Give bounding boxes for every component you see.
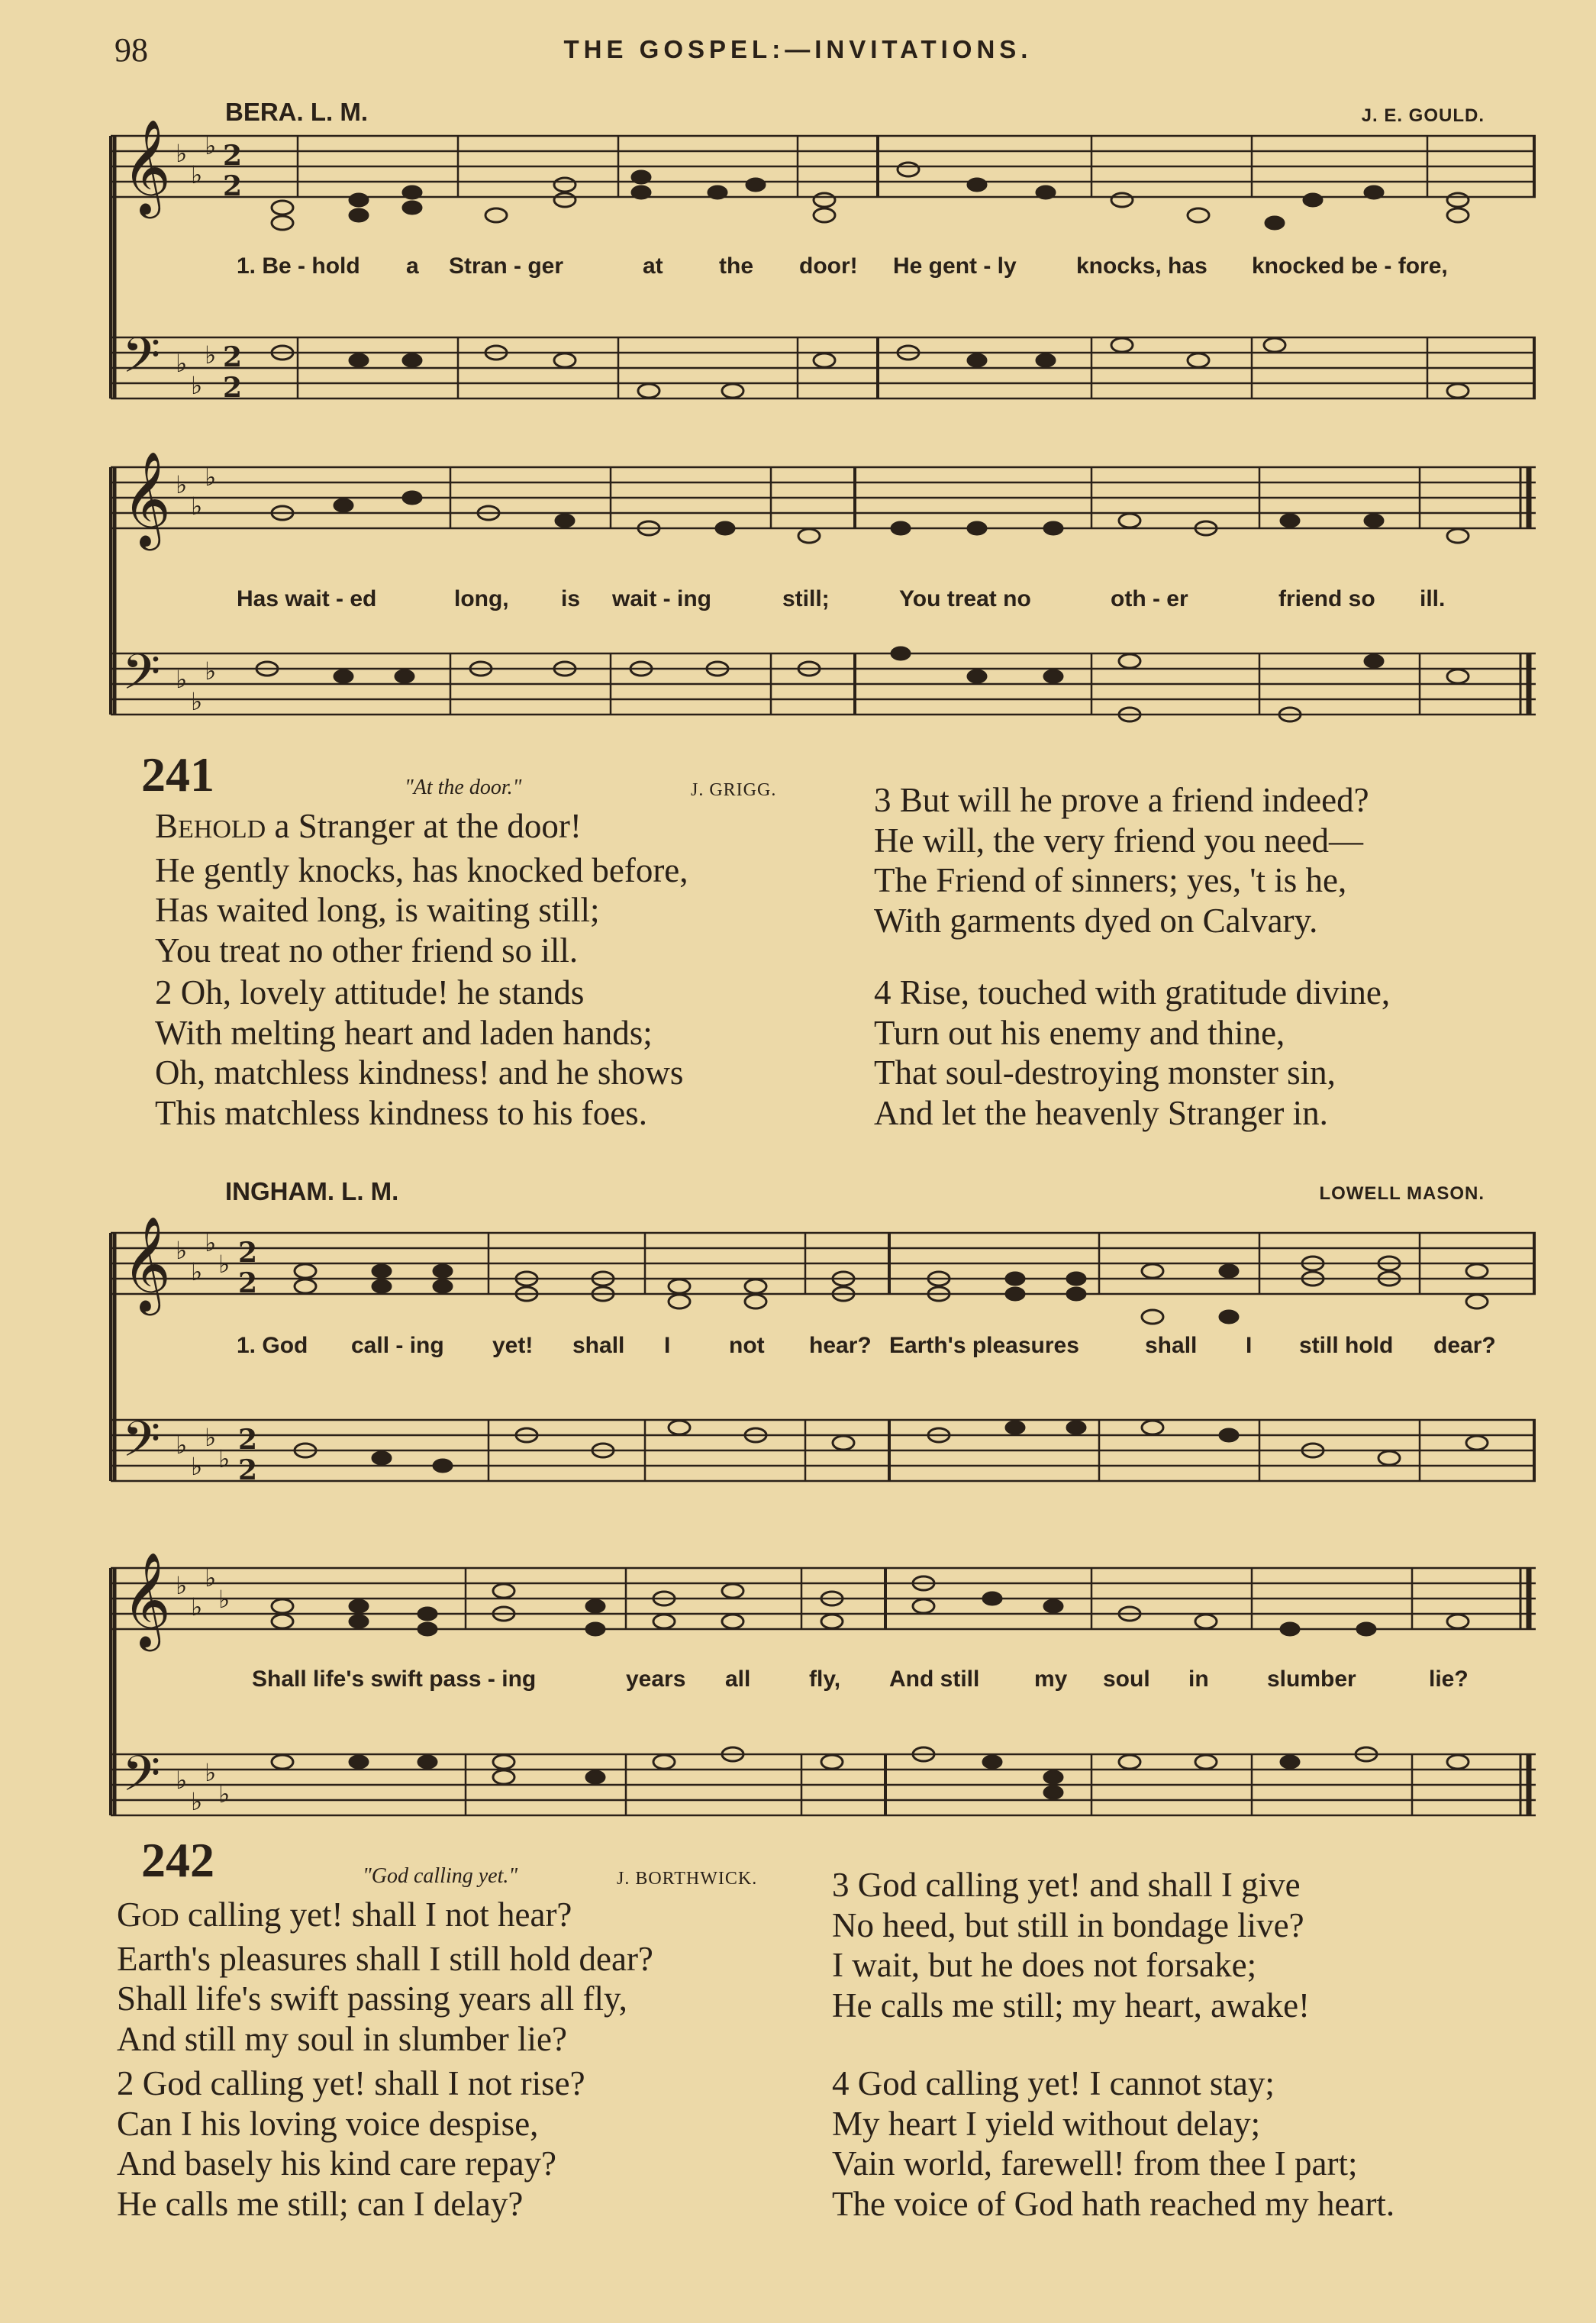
svg-text:♭: ♭ <box>191 1787 203 1816</box>
lyric-syllable: is <box>561 586 581 611</box>
lyric-syllable: long, <box>454 586 509 611</box>
hymn-242-stanza-4 <box>832 2063 1394 2224</box>
hymn-241-stanza-4 <box>874 973 1390 1133</box>
ingham-score <box>0 1199 1596 1847</box>
lyric-syllable: my <box>1034 1666 1068 1692</box>
svg-text:𝄢: 𝄢 <box>122 1412 161 1480</box>
lyric-syllable: still hold <box>1299 1333 1394 1358</box>
lyric-syllable: knocks, has <box>1076 253 1207 279</box>
hymn-author: J. GRIGG. <box>691 780 777 800</box>
bera-notes <box>256 163 1469 721</box>
svg-text:♭: ♭ <box>218 1585 231 1614</box>
verse-line: Oh, matchless kindness! and he shows <box>155 1053 684 1092</box>
svg-text:♭: ♭ <box>218 1779 231 1808</box>
lyric-syllable: wait - ing <box>612 586 711 611</box>
hymn-241-stanza-1 <box>155 806 688 970</box>
verse-line: Earth's pleasures shall I still hold dear? <box>117 1939 653 1978</box>
lyric-syllable: 1. Be - hold <box>237 253 360 279</box>
verse-line: I wait, but he does not forsake; <box>832 1946 1257 1984</box>
lyric-syllable: 1. God <box>237 1333 308 1358</box>
svg-text:♭: ♭ <box>205 1563 217 1592</box>
verse-line: My heart I yield without delay; <box>832 2104 1261 2143</box>
svg-text:♭: ♭ <box>176 1766 188 1795</box>
verse-line: Shall life's swift passing years all fly, <box>117 1979 627 2018</box>
lyric-syllable: dear? <box>1433 1333 1496 1358</box>
tune-composer: J. E. GOULD. <box>1361 105 1485 126</box>
svg-text:♭: ♭ <box>205 131 217 160</box>
lyric-syllable: And still <box>889 1666 980 1692</box>
lyric-syllable: shall <box>572 1333 625 1358</box>
hymn-241-stanza-3 <box>874 780 1369 940</box>
verse-line: The voice of God hath reached my heart. <box>832 2184 1395 2223</box>
lyric-syllable: I <box>1246 1333 1253 1358</box>
svg-text:𝄢: 𝄢 <box>122 327 161 396</box>
tune-name: BERA. L. M. <box>225 98 368 126</box>
svg-text:2: 2 <box>238 1237 258 1269</box>
lyric-syllable: call - ing <box>351 1333 444 1358</box>
svg-text:2: 2 <box>238 1454 258 1486</box>
page-number: 98 <box>114 31 148 69</box>
hymn-author: J. BORTHWICK. <box>617 1869 758 1889</box>
svg-text:♭: ♭ <box>191 687 203 716</box>
hymn-caption: "At the door." <box>405 776 522 799</box>
ingham-clefs <box>122 1216 257 1816</box>
verse-line: GOD calling yet! shall I not hear? <box>117 1896 572 1934</box>
bera-clefs <box>122 119 242 716</box>
verse-line: You treat no other friend so ill. <box>155 931 579 970</box>
svg-text:2: 2 <box>238 1267 258 1299</box>
svg-text:♭: ♭ <box>191 1592 203 1621</box>
svg-text:𝄞: 𝄞 <box>122 451 171 547</box>
svg-text:♭: ♭ <box>176 1431 188 1460</box>
verse-line: That soul-destroying monster sin, <box>874 1053 1336 1092</box>
verse-line: 4 God calling yet! I cannot stay; <box>832 2064 1275 2102</box>
lyric-syllable: Stran - ger <box>449 253 564 279</box>
lyric-syllable: soul <box>1103 1666 1150 1692</box>
svg-text:♭: ♭ <box>176 139 188 168</box>
lyric-syllable: lie? <box>1429 1666 1469 1692</box>
hymn-number: 241 <box>141 747 214 802</box>
verse-line: And still my soul in slumber lie? <box>117 2019 567 2058</box>
svg-text:♭: ♭ <box>218 1250 231 1279</box>
hymn-242-stanza-2 <box>117 2063 585 2224</box>
verse-line: He calls me still; can I delay? <box>117 2184 524 2223</box>
svg-text:♭: ♭ <box>191 492 203 521</box>
svg-text:♭: ♭ <box>205 340 217 369</box>
svg-text:2: 2 <box>238 1424 258 1456</box>
lyric-syllable: oth - er <box>1111 586 1188 611</box>
verse-line: He will, the very friend you need— <box>874 821 1364 860</box>
verse-line: And let the heavenly Stranger in. <box>874 1093 1328 1132</box>
tune-name: INGHAM. L. M. <box>225 1177 399 1205</box>
svg-text:♭: ♭ <box>205 1423 217 1452</box>
svg-text:♭: ♭ <box>205 1758 217 1787</box>
lyric-syllable: not <box>729 1333 765 1358</box>
svg-text:𝄞: 𝄞 <box>122 1216 171 1312</box>
lyric-syllable: ill. <box>1420 586 1446 611</box>
tune-composer: LOWELL MASON. <box>1319 1183 1485 1204</box>
lyric-syllable: knocked be - fore, <box>1252 253 1448 279</box>
verse-line: Turn out his enemy and thine, <box>874 1013 1285 1052</box>
lyric-syllable: Shall life's swift pass - ing <box>252 1666 537 1692</box>
verse-line: And basely his kind care repay? <box>117 2144 557 2183</box>
lyric-syllable: Has wait - ed <box>237 586 377 611</box>
svg-text:♭: ♭ <box>205 1228 217 1257</box>
hymn-241-stanza-2 <box>155 973 683 1133</box>
lyric-syllable: at <box>643 253 663 279</box>
verse-line: Vain world, farewell! from thee I part; <box>832 2144 1358 2183</box>
lyric-syllable: hear? <box>809 1333 872 1358</box>
verse-line: 2 God calling yet! shall I not rise? <box>117 2064 585 2102</box>
bera-score <box>0 0 1596 763</box>
verse-line: Can I his loving voice despise, <box>117 2104 539 2143</box>
svg-text:𝄢: 𝄢 <box>122 1746 161 1815</box>
verse-line: 4 Rise, touched with gratitude divine, <box>874 973 1391 1011</box>
lyric-syllable: He gent - ly <box>893 253 1017 279</box>
svg-text:𝄢: 𝄢 <box>122 644 161 713</box>
verse-line: Has waited long, is waiting still; <box>155 891 600 929</box>
lyric-syllable: door! <box>799 253 858 279</box>
verse-line: With garments dyed on Calvary. <box>874 901 1318 940</box>
svg-text:2: 2 <box>223 341 243 373</box>
lyric-syllable: years <box>626 1666 686 1692</box>
lyric-syllable: slumber <box>1267 1666 1356 1692</box>
lyric-syllable: still; <box>782 586 830 611</box>
hymn-242-stanza-3 <box>832 1865 1310 2025</box>
lyric-syllable: I <box>664 1333 671 1358</box>
svg-text:♭: ♭ <box>191 1257 203 1286</box>
verse-line: This matchless kindness to his foes. <box>155 1093 647 1132</box>
verse-line: He gently knocks, has knocked before, <box>155 850 688 889</box>
hymn-caption: "God calling yet." <box>363 1864 518 1888</box>
svg-text:♭: ♭ <box>205 463 217 492</box>
svg-text:♭: ♭ <box>176 470 188 499</box>
lyric-syllable: shall <box>1145 1333 1198 1358</box>
verse-line: No heed, but still in bondage live? <box>832 1905 1304 1944</box>
running-header: THE GOSPEL:—INVITATIONS. <box>563 35 1033 63</box>
lyric-syllable: You treat no <box>899 586 1031 611</box>
svg-text:♭: ♭ <box>176 665 188 694</box>
lyric-syllable: in <box>1188 1666 1209 1692</box>
svg-text:𝄞: 𝄞 <box>122 1552 171 1647</box>
svg-text:♭: ♭ <box>218 1444 231 1473</box>
svg-text:♭: ♭ <box>176 1236 188 1265</box>
svg-text:2: 2 <box>223 170 243 202</box>
lyric-syllable: the <box>719 253 753 279</box>
lyric-syllable: friend so <box>1278 586 1375 611</box>
svg-text:♭: ♭ <box>176 1571 188 1600</box>
svg-text:♭: ♭ <box>176 349 188 378</box>
verse-line: The Friend of sinners; yes, 't is he, <box>874 861 1347 899</box>
verse-line: 2 Oh, lovely attitude! he stands <box>155 973 585 1011</box>
svg-text:𝄞: 𝄞 <box>122 119 171 215</box>
verse-line: 3 God calling yet! and shall I give <box>832 1866 1301 1904</box>
svg-text:♭: ♭ <box>191 371 203 400</box>
svg-text:2: 2 <box>223 372 243 404</box>
lyric-syllable: fly, <box>809 1666 841 1692</box>
lyric-syllable: yet! <box>492 1333 534 1358</box>
lyric-syllable: all <box>725 1666 751 1692</box>
verse-line: BEHOLD a Stranger at the door! <box>155 807 582 845</box>
verse-line: He calls me still; my heart, awake! <box>832 1986 1311 2025</box>
lyric-syllable: a <box>406 253 419 279</box>
svg-text:♭: ♭ <box>191 160 203 189</box>
svg-text:♭: ♭ <box>205 657 217 686</box>
svg-text:♭: ♭ <box>191 1452 203 1481</box>
hymn-242-stanza-1 <box>117 1895 653 2059</box>
svg-text:2: 2 <box>223 140 243 172</box>
verse-line: With melting heart and laden hands; <box>155 1013 653 1052</box>
hymn-number: 242 <box>141 1833 214 1887</box>
lyric-syllable: Earth's pleasures <box>889 1333 1079 1358</box>
verse-line: 3 But will he prove a friend indeed? <box>874 781 1369 819</box>
